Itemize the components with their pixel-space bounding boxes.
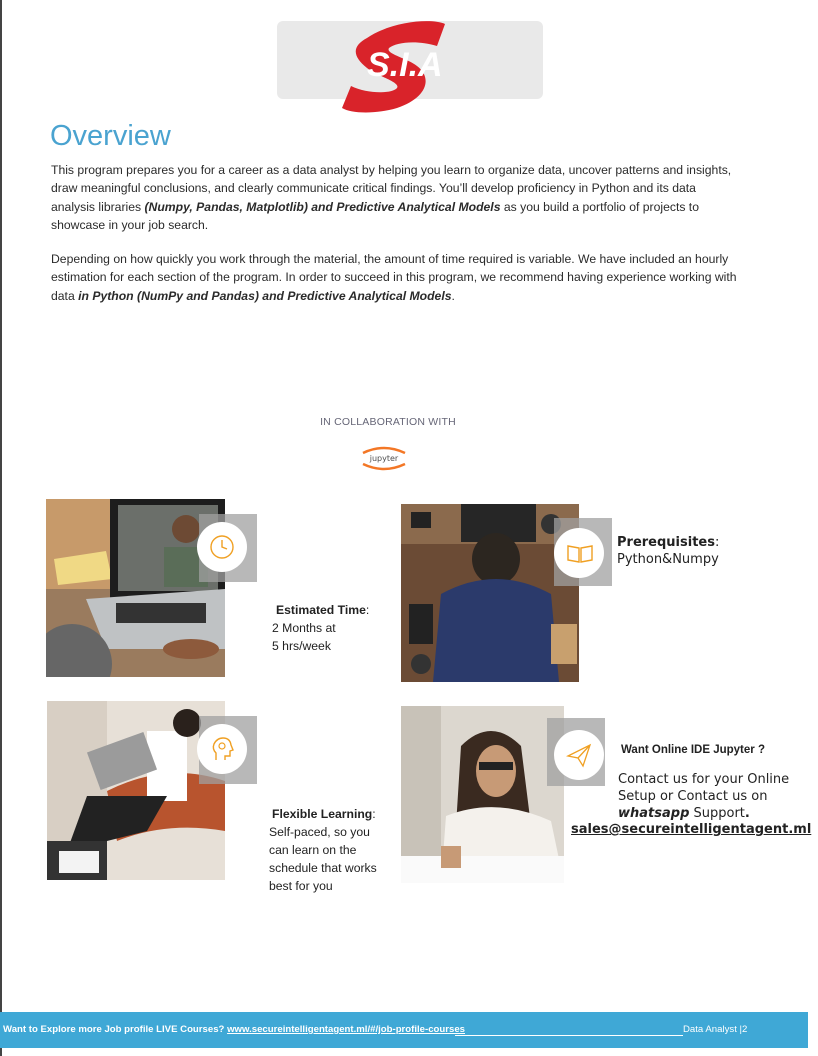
- book-icon: [566, 540, 594, 566]
- photo-desk-worker: [401, 504, 579, 682]
- footer-page-label: Data Analyst |2: [683, 1024, 748, 1035]
- sales-email-link[interactable]: sales@secureintelligentagent.ml: [571, 822, 812, 837]
- page-title: Overview: [50, 120, 171, 152]
- estimated-time-title: Estimated Time:: [276, 603, 370, 617]
- prerequisites-value: Python&Numpy: [617, 552, 719, 567]
- sia-logo: [337, 16, 487, 126]
- brain-head-icon: [209, 736, 235, 762]
- ide-line2: Setup or Contact us on: [618, 789, 768, 804]
- collab-label: IN COLLABORATION WITH: [320, 416, 456, 428]
- overview-paragraph-1: This program prepares you for a career as a data analyst by helping you learn to organize data, uncover patterns and insights, draw meaningful conclusions, and clearly communicate critical findings. You’ll develop proficiency in Python and its data analysis libraries (Numpy, Pandas, Matplotlib) and Predictive Analytical Models as you build a portfolio of projects to showcase in your job search.: [51, 163, 732, 232]
- flexible-learning-line4: best for you: [269, 879, 333, 893]
- jupyter-logo: [357, 445, 411, 471]
- ide-title: Want Online IDE Jupyter ?: [621, 744, 765, 756]
- clock-icon: [209, 534, 235, 560]
- photo-phone-support: [401, 706, 564, 883]
- flexible-learning-title: Flexible Learning:: [272, 807, 376, 821]
- icon-circle-prereq: [554, 528, 604, 578]
- footer-bar: [0, 1012, 808, 1048]
- flexible-learning-line1: Self-paced, so you: [269, 825, 370, 839]
- page-left-border: [0, 0, 2, 1056]
- icon-circle-time: [197, 522, 247, 572]
- overview-paragraph-2: Depending on how quickly you work through the material, the amount of time required is variable. We have included an hourly estimation for each section of the program. In order to succeed in this program, we recommend having experience working with data in Python (NumPy and Pandas) and Predictive Analytical Models.: [51, 252, 737, 303]
- estimated-time-line1: 2 Months at: [272, 621, 336, 635]
- flexible-learning-line3: schedule that works: [269, 861, 377, 875]
- estimated-time-line2: 5 hrs/week: [272, 639, 331, 653]
- jupyter-text: jupyter: [369, 454, 399, 463]
- paper-plane-icon: [566, 742, 592, 768]
- logo-text: S.I.A: [367, 46, 443, 84]
- icon-circle-ide: [554, 730, 604, 780]
- footer-promo: Want to Explore more Job profile LIVE Courses? www.secureintelligentagent.ml/#/job-profile-courses: [3, 1024, 465, 1035]
- flexible-learning-line2: can learn on the: [269, 843, 357, 857]
- ide-line3: whatsapp Support.: [618, 806, 750, 821]
- icon-circle-flex: [197, 724, 247, 774]
- footer-courses-link[interactable]: www.secureintelligentagent.ml/#/job-profile-courses: [227, 1024, 465, 1035]
- ide-line1: Contact us for your Online: [618, 772, 790, 787]
- prerequisites-title: Prerequisites:: [617, 535, 720, 550]
- footer-underline: [455, 1035, 683, 1036]
